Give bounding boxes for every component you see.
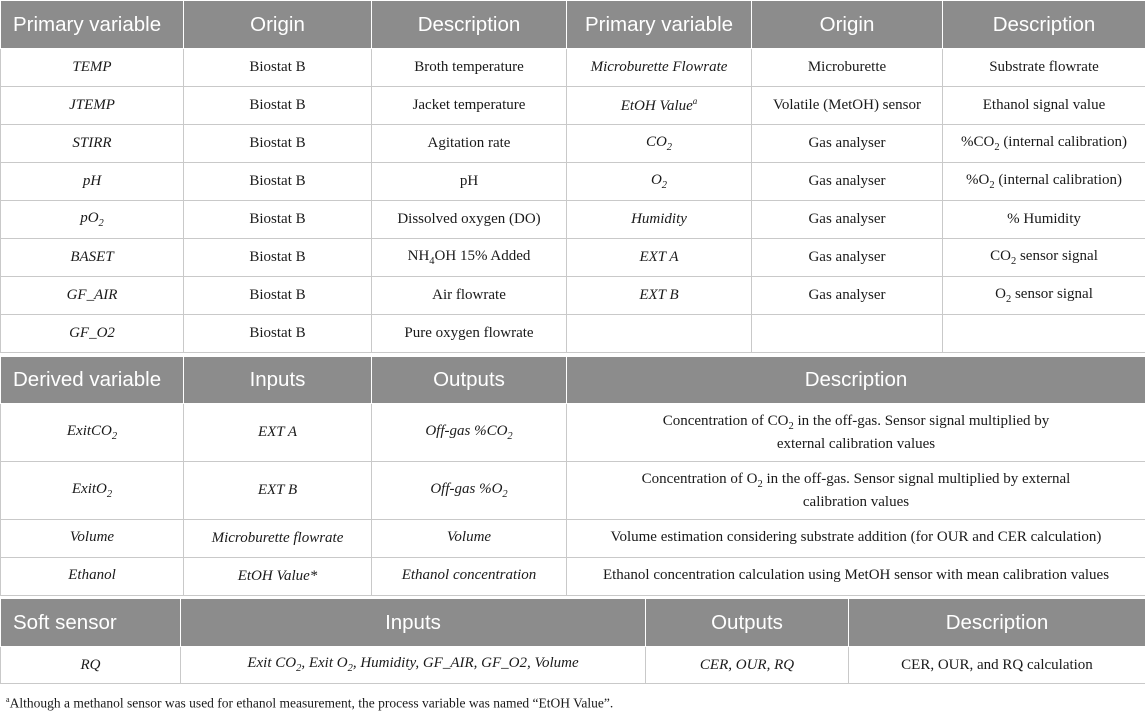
origin-cell: Biostat B <box>184 277 372 315</box>
description-cell: Broth temperature <box>372 49 567 87</box>
variable-name: pH <box>1 163 184 201</box>
inputs-cell: Microburette flowrate <box>184 520 372 558</box>
soft-sensor-header-row <box>1 599 1145 647</box>
variable-name: TEMP <box>1 49 184 87</box>
derived-variable-table <box>0 356 1145 596</box>
table-row <box>1 520 1145 558</box>
soft-sensor-table <box>0 598 1145 684</box>
variable-name: JTEMP <box>1 87 184 125</box>
origin-cell: Biostat B <box>184 315 372 353</box>
origin-cell: Gas analyser <box>752 277 943 315</box>
variable-name: $pO_2$ <box>1 201 184 239</box>
inputs-cell: Exit $CO_2$, Exit $O_2$, Humidity, GF_AIR, GF_O2, Volume <box>181 647 646 684</box>
description-cell: $\%CO_2$ (internal calibration) <box>943 125 1145 163</box>
header-origin: Origin <box>184 1 372 49</box>
origin-cell: Biostat B <box>184 125 372 163</box>
primary-header-row <box>1 1 1145 49</box>
derived-header-row <box>1 357 1145 404</box>
header-primary-variable: Primary variable <box>1 1 184 49</box>
description-cell: $O_2$ sensor signal <box>943 277 1145 315</box>
variable-name: GF_AIR <box>1 277 184 315</box>
variable-name: $O_2$ <box>567 163 752 201</box>
outputs-cell: Off-gas $\%CO_2$ <box>372 404 567 462</box>
origin-cell: Gas analyser <box>752 163 943 201</box>
footnote-text: Although a methanol sensor was used for ethanol measurement, the process variable was named “EtOH Value”. <box>9 695 614 711</box>
header-description: Description <box>567 357 1145 404</box>
header-derived-variable: Derived variable <box>1 357 184 404</box>
table-row <box>1 462 1145 520</box>
table-row <box>1 163 1145 201</box>
variable-name: $CO_2$ <box>567 125 752 163</box>
origin-cell: Biostat B <box>184 201 372 239</box>
variable-name: STIRR <box>1 125 184 163</box>
header-origin-2: Origin <box>752 1 943 49</box>
variable-name: EXT A <box>567 239 752 277</box>
header-outputs: Outputs <box>372 357 567 404</box>
table-row <box>1 647 1145 684</box>
description-cell: $NH_4OH$ 15% Added <box>372 239 567 277</box>
description-cell: Concentration of $CO_2$ in the off-gas. Sensor signal multiplied by external calibration values <box>567 404 1145 462</box>
origin-cell: Biostat B <box>184 163 372 201</box>
header-inputs: Inputs <box>184 357 372 404</box>
description-cell: pH <box>372 163 567 201</box>
header-description-2: Description <box>943 1 1145 49</box>
inputs-cell: EtOH Value* <box>184 558 372 596</box>
description-cell: CER, OUR, and RQ calculation <box>849 647 1145 684</box>
table-row <box>1 239 1145 277</box>
table-row <box>1 125 1145 163</box>
variable-name: Volume <box>1 520 184 558</box>
description-cell <box>943 315 1145 353</box>
outputs-cell: Off-gas $\%O_2$ <box>372 462 567 520</box>
variable-name: Ethanol <box>1 558 184 596</box>
outputs-cell: CER, OUR, RQ <box>646 647 849 684</box>
origin-cell <box>752 315 943 353</box>
origin-cell: Biostat B <box>184 239 372 277</box>
description-cell: Jacket temperature <box>372 87 567 125</box>
origin-cell: Microburette <box>752 49 943 87</box>
header-primary-variable-2: Primary variable <box>567 1 752 49</box>
outputs-cell: Ethanol concentration <box>372 558 567 596</box>
variable-name: ExitCO$_2$ <box>1 404 184 462</box>
description-cell: Agitation rate <box>372 125 567 163</box>
header-description: Description <box>372 1 567 49</box>
variable-name: Humidity <box>567 201 752 239</box>
inputs-cell: EXT B <box>184 462 372 520</box>
variable-name: GF_O2 <box>1 315 184 353</box>
table-row <box>1 201 1145 239</box>
description-cell: Ethanol signal value <box>943 87 1145 125</box>
description-cell: Air flowrate <box>372 277 567 315</box>
origin-cell: Gas analyser <box>752 125 943 163</box>
description-cell: Ethanol concentration calculation using MetOH sensor with mean calibration values <box>567 558 1145 596</box>
table-row <box>1 558 1145 596</box>
description-cell: % Humidity <box>943 201 1145 239</box>
description-cell: Dissolved oxygen (DO) <box>372 201 567 239</box>
header-soft-sensor: Soft sensor <box>1 599 181 647</box>
outputs-cell: Volume <box>372 520 567 558</box>
table-row <box>1 277 1145 315</box>
origin-cell: Volatile (MetOH) sensor <box>752 87 943 125</box>
origin-cell: Biostat B <box>184 87 372 125</box>
origin-cell: Biostat B <box>184 49 372 87</box>
variable-name <box>567 315 752 353</box>
variable-name: Microburette Flowrate <box>567 49 752 87</box>
origin-cell: Gas analyser <box>752 201 943 239</box>
variable-name: ExitO$_2$ <box>1 462 184 520</box>
table-row <box>1 49 1145 87</box>
description-cell: $\%O_2$ (internal calibration) <box>943 163 1145 201</box>
header-outputs: Outputs <box>646 599 849 647</box>
description-cell: Concentration of $O_2$ in the off-gas. Sensor signal multiplied by external calibration values <box>567 462 1145 520</box>
description-cell: $CO_2$ sensor signal <box>943 239 1145 277</box>
header-description: Description <box>849 599 1145 647</box>
variable-name: EtOH Value$^a$ <box>567 87 752 125</box>
origin-cell: Gas analyser <box>752 239 943 277</box>
table-footnote <box>6 695 613 712</box>
description-cell: Volume estimation considering substrate addition (for OUR and CER calculation) <box>567 520 1145 558</box>
description-cell: Substrate flowrate <box>943 49 1145 87</box>
table-row <box>1 315 1145 353</box>
soft-sensor-name: RQ <box>1 647 181 684</box>
footnote-mark: a <box>6 695 10 704</box>
table-row <box>1 87 1145 125</box>
variable-name: EXT B <box>567 277 752 315</box>
primary-variable-table <box>0 0 1145 353</box>
variable-name: BASET <box>1 239 184 277</box>
inputs-cell: EXT A <box>184 404 372 462</box>
table-row <box>1 404 1145 462</box>
header-inputs: Inputs <box>181 599 646 647</box>
footnote-mark: a <box>692 95 698 106</box>
description-cell: Pure oxygen flowrate <box>372 315 567 353</box>
